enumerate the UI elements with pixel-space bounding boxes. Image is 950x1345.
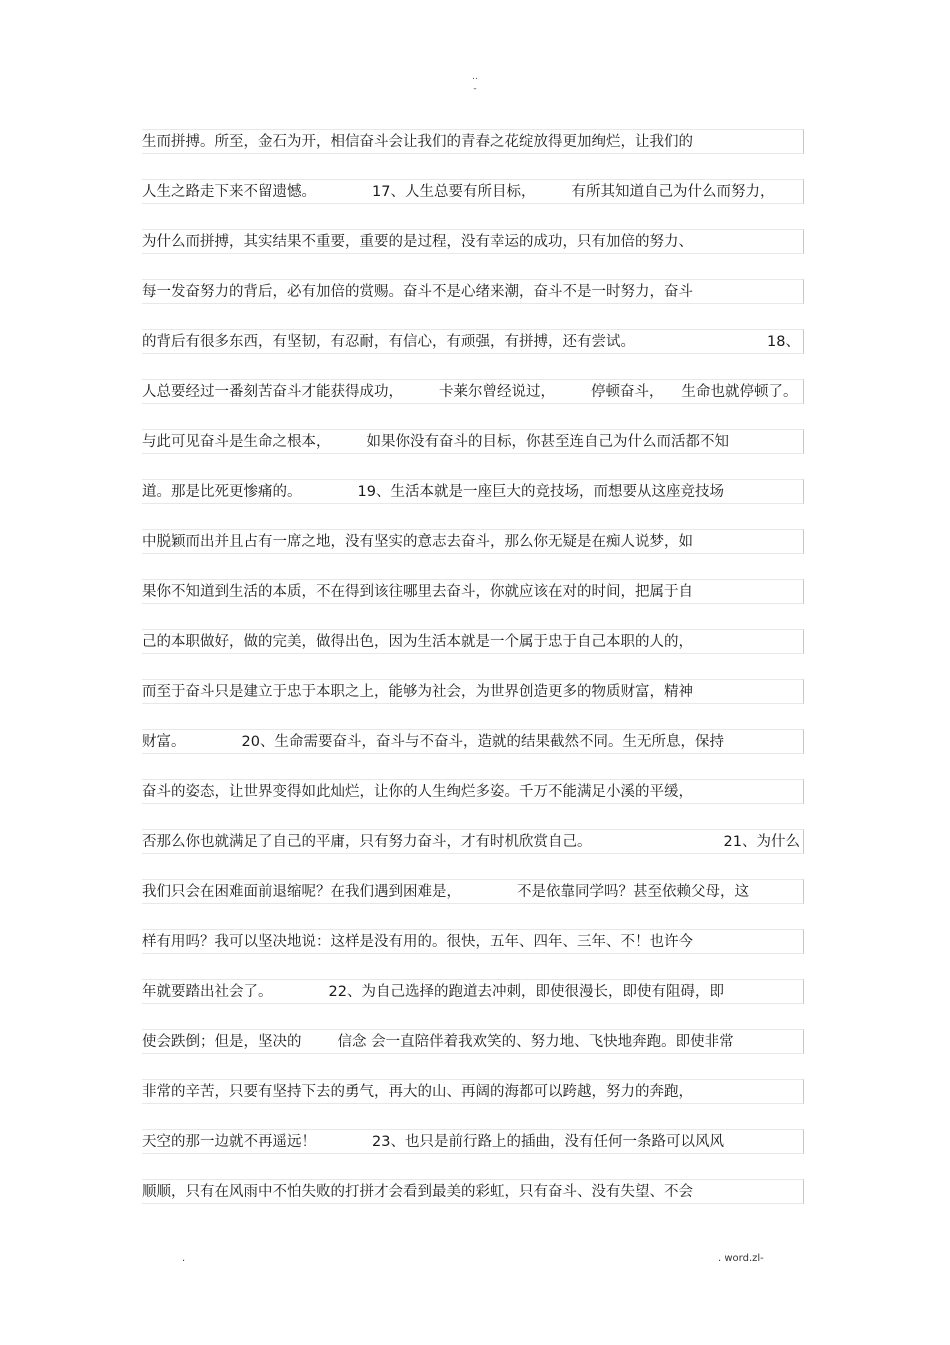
text-segment: 23、也只是前行路上的插曲，没有任何一条路可以风风: [372, 1134, 724, 1150]
text-segment: 20、生命需要奋斗，奋斗与不奋斗，造就的结果截然不同。生无所息，保持: [241, 734, 724, 750]
footer-left: .: [182, 1253, 186, 1264]
text-line: [142, 179, 804, 204]
text-segment: 否那么你也就满足了自己的平庸，只有努力奋斗，才有时机欣赏自己。: [142, 834, 592, 850]
text-line: [142, 479, 804, 504]
text-line: [142, 579, 804, 604]
line-text: [142, 633, 804, 651]
text-line: [142, 279, 804, 304]
text-segment: 中脱颖而出并且占有一席之地，没有坚实的意志去奋斗，那么你无疑是在痴人说梦，如: [142, 534, 693, 550]
text-line: [142, 1129, 804, 1154]
line-text: [142, 733, 804, 751]
text-segment: 如果你没有奋斗的目标，你甚至连自己为什么而活都不知: [366, 434, 729, 450]
text-segment: 为什么而拼搏，其实结果不重要，重要的是过程，没有幸运的成功，只有加倍的努力、: [142, 234, 693, 250]
text-line: [142, 129, 804, 154]
text-line: [142, 429, 804, 454]
text-segment: 每一发奋努力的背后，必有加倍的赏赐。奋斗不是心绪来潮，奋斗不是一时努力，奋斗: [142, 284, 693, 300]
footer-right: . word.zl-: [718, 1253, 764, 1264]
line-text: [142, 333, 804, 351]
text-segment: 财富。: [142, 734, 186, 750]
text-segment: 18、: [767, 334, 800, 350]
text-line: [142, 879, 804, 904]
text-line: [142, 529, 804, 554]
line-text: [142, 383, 804, 401]
text-line: [142, 829, 804, 854]
line-text: [142, 133, 804, 151]
text-segment: 21、为什么: [723, 834, 800, 850]
text-line: [142, 979, 804, 1004]
text-segment: 果你不知道到生活的本质，不在得到该往哪里去奋斗，你就应该在对的时间，把属于自: [142, 584, 693, 600]
text-line: [142, 329, 804, 354]
text-segment: 17、人生总要有所目标，: [372, 184, 536, 200]
text-segment: 道。那是比死更惨痛的。: [142, 484, 302, 500]
text-line: [142, 929, 804, 954]
text-segment: 天空的那一边就不再遥远！: [142, 1134, 316, 1150]
text-segment: 顺顺，只有在风雨中不怕失败的打拼才会看到最美的彩虹，只有奋斗、没有失望、不会: [142, 1184, 693, 1200]
text-line: [142, 1029, 804, 1054]
text-segment: 样有用吗？我可以坚决地说：这样是没有用的。很快，五年、四年、三年、不！也许今: [142, 934, 693, 950]
line-text: [142, 783, 804, 801]
line-text: [142, 183, 804, 201]
text-segment: 人总要经过一番刻苦奋斗才能获得成功，: [142, 384, 403, 400]
text-segment: 有所其知道自己为什么而努力，: [571, 184, 775, 200]
text-line: [142, 379, 804, 404]
text-segment: 卡莱尔曾经说过，: [439, 384, 555, 400]
line-text: [142, 433, 804, 451]
line-text: [142, 833, 804, 851]
text-line: [142, 679, 804, 704]
text-line: [142, 1179, 804, 1204]
text-segment: 不是依靠同学吗？甚至依赖父母，这: [517, 884, 749, 900]
line-text: [142, 1183, 804, 1201]
text-segment: 生命也就停顿了。: [681, 384, 798, 400]
line-text: [142, 1033, 804, 1051]
header-mark-top: ..: [472, 72, 478, 82]
line-text: [142, 683, 804, 701]
text-segment: 的背后有很多东西，有坚韧，有忍耐，有信心，有顽强，有拼搏，还有尝试。: [142, 334, 635, 350]
text-segment: 与此可见奋斗是生命之根本，: [142, 434, 331, 450]
line-text: [142, 533, 804, 551]
text-segment: 我们只会在困难面前退缩呢？在我们遇到困难是，: [142, 884, 461, 900]
line-text: [142, 933, 804, 951]
text-segment: 奋斗的姿态，让世界变得如此灿烂，让你的人生绚烂多姿。千万不能满足小溪的平缓，: [142, 784, 693, 800]
text-segment: 年就要踏出社会了。: [142, 984, 273, 1000]
line-text: [142, 583, 804, 601]
line-text: [142, 233, 804, 251]
line-text: [142, 983, 804, 1001]
text-line: [142, 1079, 804, 1104]
text-line: [142, 229, 804, 254]
line-text: [142, 483, 804, 501]
text-segment: 19、生活本就是一座巨大的竞技场，而想要从这座竞技场: [357, 484, 724, 500]
line-text: [142, 1133, 804, 1151]
line-text: [142, 1083, 804, 1101]
text-segment: 生而拼搏。所至，金石为开，相信奋斗会让我们的青春之花绽放得更加绚烂，让我们的: [142, 134, 693, 150]
text-segment: 使会跌倒；但是，坚决的: [142, 1034, 302, 1050]
text-segment: 信念 会一直陪伴着我欢笑的、努力地、飞快地奔跑。即使非常: [337, 1034, 734, 1050]
line-text: [142, 883, 804, 901]
header-mark-bottom: -: [473, 84, 477, 94]
text-line: [142, 629, 804, 654]
text-segment: 停顿奋斗，: [591, 384, 664, 400]
text-line: [142, 779, 804, 804]
text-segment: 己的本职做好，做的完美，做得出色，因为生活本就是一个属于忠于自己本职的人的，: [142, 634, 693, 650]
text-segment: 非常的辛苦，只要有坚持下去的勇气，再大的山、再阔的海都可以跨越，努力的奔跑，: [142, 1084, 693, 1100]
text-segment: 而至于奋斗只是建立于忠于本职之上，能够为社会，为世界创造更多的物质财富，精神: [142, 684, 693, 700]
text-segment: 人生之路走下来不留遗憾。: [142, 184, 316, 200]
text-line: [142, 729, 804, 754]
line-text: [142, 283, 804, 301]
text-segment: 22、为自己选择的跑道去冲刺，即使很漫长，即使有阻碍，即: [328, 984, 724, 1000]
